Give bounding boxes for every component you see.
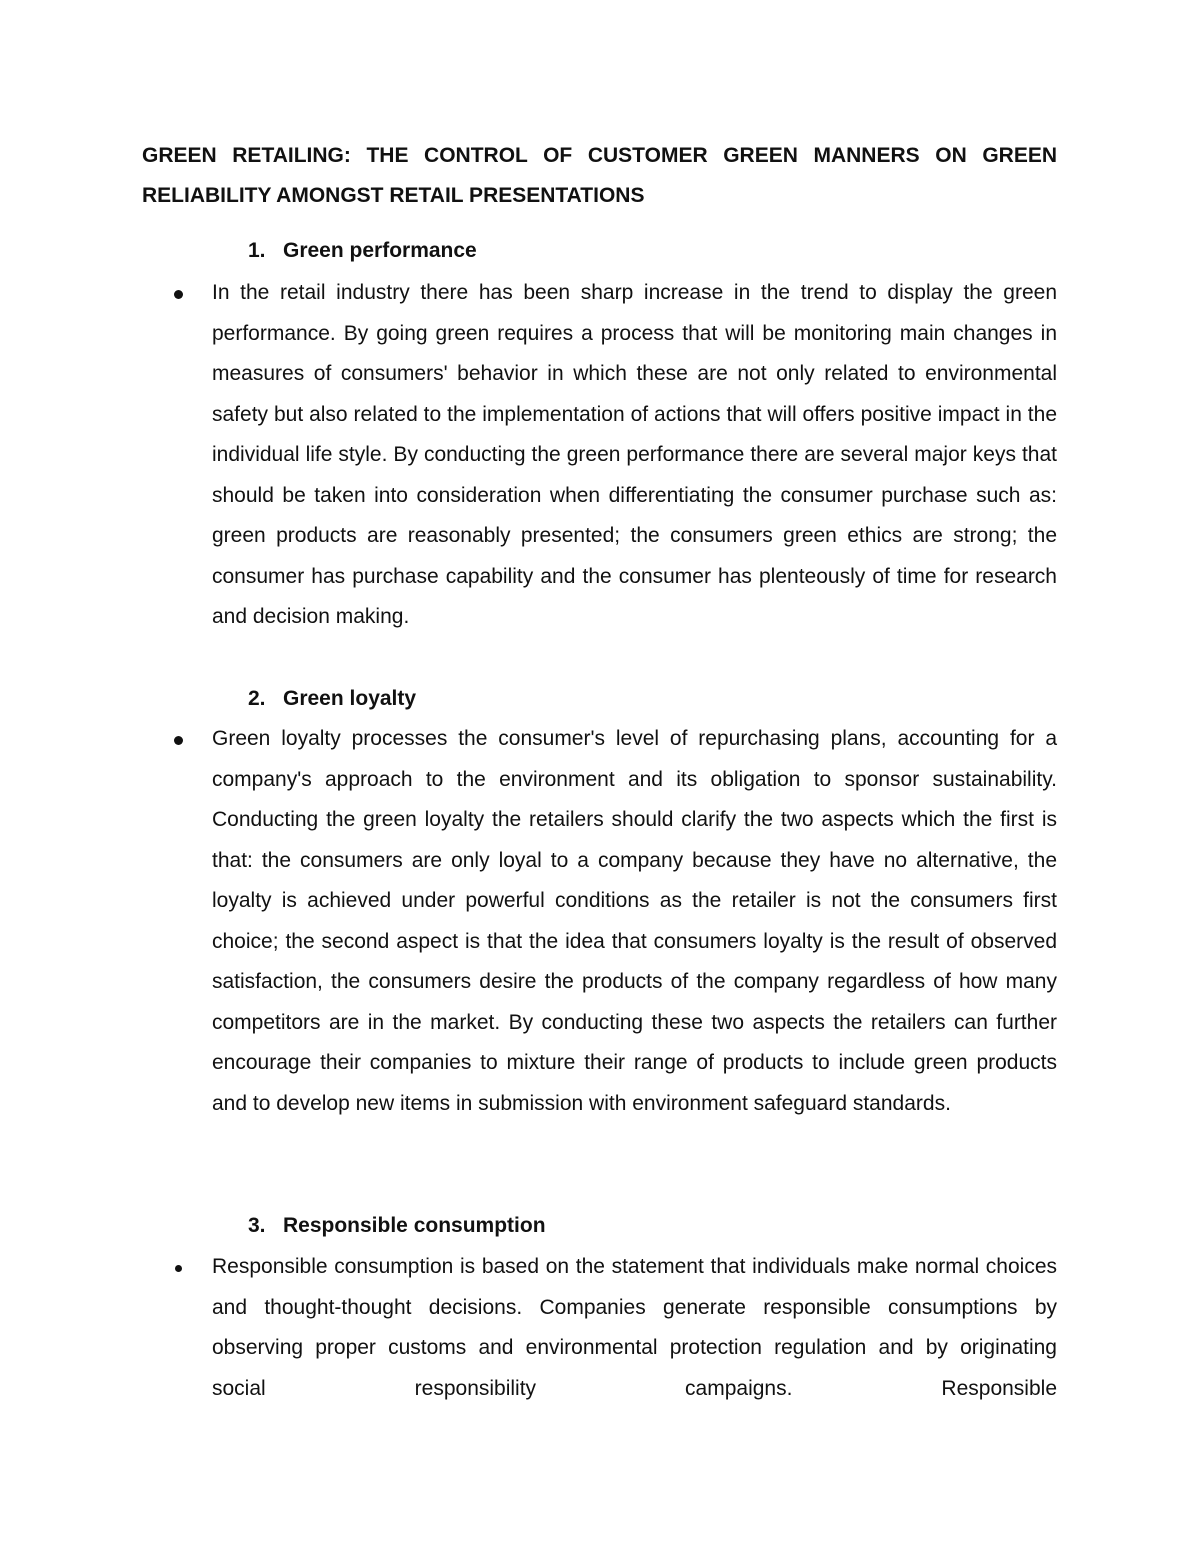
document-title: GREEN RETAILING: THE CONTROL OF CUSTOMER GREEN MANNERS ON GREEN RELIABILITY AMONGST RETAIL PRESENTATIONS (142, 144, 1057, 207)
bullet-paragraph: In the retail industry there has been sharp increase in the trend to display the green performance. By going green requires a process that will be monitoring main changes in measures of consumers' behavior in which these are not only related to environmental safety but also related to the implementation of actions that will offers positive impact in the individual life style. By conducting the green performance there are several major keys that should be taken into consideration when differentiating the consumer purchase such as: green products are reasonably presented; the consumers green ethics are strong; the consumer has purchase capability and the consumer has plenteously of time for research and decision making. (212, 281, 1057, 628)
bullet-paragraph: Green loyalty processes the consumer's level of repurchasing plans, accounting for a company's approach to the environment and its obligation to sponsor sustainability. Conducting the green loyalty the retailers should clarify the two aspects which the first is that: the consumers are only loyal to a company because they have no alternative, the loyalty is achieved under powerful conditions as the retailer is not the consumers first choice; the second aspect is that the idea that consumers loyalty is the result of observed satisfaction, the consumers desire the products of the company regardless of how many competitors are in the market. By conducting these two aspects the retailers can further encourage their companies to mixture their range of products to include green products and to develop new items in submission with environment safeguard standards. (212, 727, 1057, 1115)
bullet-icon (175, 1265, 182, 1272)
bullet-icon (174, 290, 183, 299)
section-number: 3. (248, 1214, 266, 1237)
section-title: Responsible consumption (283, 1214, 546, 1237)
bullet-paragraph: Responsible consumption is based on the statement that individuals make normal choices and thought-thought decisions. Companies generate responsible consumptions by observing proper customs and environmental protection regulation and by originating social responsibility campaigns. Responsible (212, 1255, 1057, 1400)
section-title: Green performance (283, 239, 477, 262)
section-number: 1. (248, 239, 266, 262)
section-number: 2. (248, 687, 266, 710)
section-title: Green loyalty (283, 687, 417, 710)
bullet-icon (174, 736, 183, 745)
